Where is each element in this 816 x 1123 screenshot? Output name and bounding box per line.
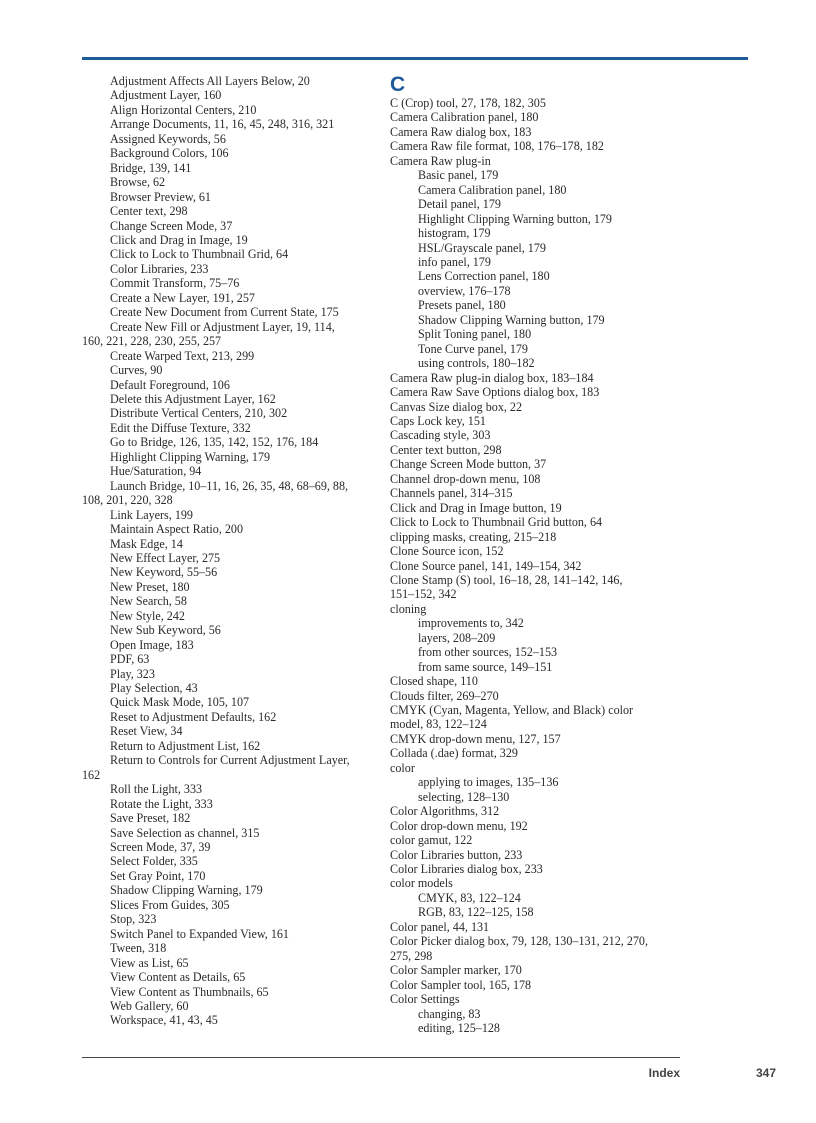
index-entry: Link Layers, 199 [110,507,193,522]
index-entry: Launch Bridge, 10–11, 16, 26, 35, 48, 68–69, 88, [110,478,349,493]
index-entry: color models [390,876,453,891]
index-entry: Center text, 298 [110,204,188,219]
index-entry: Delete this Adjustment Layer, 162 [110,391,276,406]
index-entry: Presets panel, 180 [418,298,506,313]
index-entry: Shadow Clipping Warning, 179 [110,883,263,898]
index-entry: New Effect Layer, 275 [110,550,221,565]
index-entry: histogram, 179 [418,226,491,241]
index-entry: Caps Lock key, 151 [390,413,486,428]
index-entry: editing, 125–128 [418,1021,500,1035]
index-entry: Click to Lock to Thumbnail Grid button, 64 [390,515,603,530]
index-entry: Shadow Clipping Warning button, 179 [418,312,605,327]
index-entry: Open Image, 183 [110,637,194,652]
index-entry: Camera Calibration panel, 180 [390,110,539,125]
index-entry: Play, 323 [110,666,155,681]
index-entry: using controls, 180–182 [418,356,535,371]
index-entry: Distribute Vertical Centers, 210, 302 [110,406,288,421]
index-entry: Screen Mode, 37, 39 [110,840,211,855]
index-entry: Arrange Documents, 11, 16, 45, 248, 316, 321 [110,117,335,132]
index-entry: Highlight Clipping Warning button, 179 [418,211,612,226]
index-entry: Canvas Size dialog box, 22 [390,399,523,414]
index-entry: New Style, 242 [110,608,185,623]
index-entry: 162 [82,767,101,782]
index-entry: Return to Controls for Current Adjustment Layer, [110,753,350,768]
index-entry: Closed shape, 110 [390,674,478,689]
index-entry: Hue/Saturation, 94 [110,464,202,479]
index-entry: Create a New Layer, 191, 257 [110,290,255,305]
index-entry: layers, 208–209 [418,630,496,645]
section-letter: C [390,73,406,96]
index-entry: Edit the Diffuse Texture, 332 [110,420,251,435]
index-entry: Mask Edge, 14 [110,536,183,551]
index-entry: Cascading style, 303 [390,428,491,443]
index-entry: Slices From Guides, 305 [110,897,230,912]
index-entry: from same source, 149–151 [418,659,553,674]
index-entry: Click to Lock to Thumbnail Grid, 64 [110,247,289,262]
index-entry: Camera Raw dialog box, 183 [390,124,532,139]
index-entry: Color Algorithms, 312 [390,804,500,819]
index-entry: Color Libraries button, 233 [390,847,523,862]
index-entry: Browse, 62 [110,175,166,190]
index-entry: View as List, 65 [110,955,189,970]
index-column-right [390,74,690,1035]
index-entry: Save Selection as channel, 315 [110,825,260,840]
footer-rule [82,1057,680,1058]
index-entry: Color Sampler marker, 170 [390,963,522,978]
index-entry: 151–152, 342 [390,587,457,602]
index-entry: New Keyword, 55–56 [110,565,218,580]
index-entry: Lens Correction panel, 180 [418,269,550,284]
footer-section-label: Index [648,1066,680,1080]
index-entry: Save Preset, 182 [110,811,191,826]
index-entry: Color Libraries dialog box, 233 [390,862,543,877]
header-rule [82,57,748,60]
index-entry: cloning [390,601,427,616]
index-entry: Change Screen Mode, 37 [110,218,233,233]
index-entry: Channel drop-down menu, 108 [390,471,541,486]
index-entry: Create New Document from Current State, 175 [110,305,339,320]
index-entry: Click and Drag in Image, 19 [110,232,248,247]
index-entry: C (Crop) tool, 27, 178, 182, 305 [390,96,546,110]
index-entry: Channels panel, 314–315 [390,486,513,501]
index-entry: New Search, 58 [110,594,187,609]
index-entry: Roll the Light, 333 [110,782,203,797]
index-entry: info panel, 179 [418,254,491,269]
index-entry: Click and Drag in Image button, 19 [390,500,562,515]
index-entry: Detail panel, 179 [418,197,501,212]
index-entry: 275, 298 [390,948,433,963]
index-entries-right [390,96,690,1035]
index-entry: 108, 201, 220, 328 [82,493,173,508]
index-entry: Color Picker dialog box, 79, 128, 130–131, 212, 270, [390,934,648,949]
index-entry: CMYK drop-down menu, 127, 157 [390,731,561,746]
index-entry: Camera Raw file format, 108, 176–178, 182 [390,139,604,154]
index-entry: Stop, 323 [110,912,157,927]
index-entry: Align Horizontal Centers, 210 [110,102,257,117]
index-entry: HSL/Grayscale panel, 179 [418,240,546,255]
index-entry: Camera Raw plug-in dialog box, 183–184 [390,370,594,385]
index-entry: Color drop-down menu, 192 [390,818,528,833]
index-entry: model, 83, 122–124 [390,717,487,732]
index-entry: Camera Calibration panel, 180 [418,182,567,197]
index-entry: Color Sampler tool, 165, 178 [390,977,532,992]
index-entry: color [390,760,415,775]
index-entry: Curves, 90 [110,363,163,378]
index-entry: Create New Fill or Adjustment Layer, 19, 114, [110,319,335,334]
index-entry: View Content as Thumbnails, 65 [110,984,269,999]
index-entry: Color Libraries, 233 [110,261,209,276]
index-entry: View Content as Details, 65 [110,970,246,985]
index-entry: CMYK (Cyan, Magenta, Yellow, and Black) color [390,703,634,718]
index-entry: Camera Raw Save Options dialog box, 183 [390,385,600,400]
index-entry: Camera Raw plug-in [390,153,491,168]
index-entry: Switch Panel to Expanded View, 161 [110,926,289,941]
index-entry: New Preset, 180 [110,579,190,594]
index-entry: Adjustment Layer, 160 [110,88,222,103]
index-entry: Select Folder, 335 [110,854,198,869]
index-entry: color gamut, 122 [390,833,473,848]
index-entry: New Sub Keyword, 56 [110,623,221,638]
index-entry: Workspace, 41, 43, 45 [110,1013,218,1028]
index-entry: Adjustment Affects All Layers Below, 20 [110,74,310,88]
index-entry: Center text button, 298 [390,442,502,457]
page-number: 347 [755,1066,776,1080]
index-entry: clipping masks, creating, 215–218 [390,529,557,544]
index-entry: Assigned Keywords, 56 [110,131,226,146]
index-entry: Tween, 318 [110,941,167,956]
index-entry: Web Gallery, 60 [110,999,189,1013]
index-entry: Play Selection, 43 [110,681,198,696]
index-entry: from other sources, 152–153 [418,645,558,660]
index-entry: selecting, 128–130 [418,789,510,804]
index-entry: Color panel, 44, 131 [390,919,490,934]
index-entry: Reset to Adjustment Defaults, 162 [110,709,277,724]
index-entry: Clone Source panel, 141, 149–154, 342 [390,558,582,573]
index-entry: Tone Curve panel, 179 [418,341,528,356]
index-entry: Browser Preview, 61 [110,189,211,204]
index-entry: Highlight Clipping Warning, 179 [110,449,271,464]
index-entry: improvements to, 342 [418,616,524,631]
index-entry: Reset View, 34 [110,724,183,739]
index-entry: RGB, 83, 122–125, 158 [418,905,534,920]
index-entry: Create Warped Text, 213, 299 [110,348,255,363]
index-entry: Basic panel, 179 [418,168,499,183]
index-entry: Default Foreground, 106 [110,377,230,392]
index-entry: applying to images, 135–136 [418,775,559,790]
index-entry: Set Gray Point, 170 [110,868,206,883]
index-entry: Collada (.dae) format, 329 [390,746,518,761]
index-entry: Clone Stamp (S) tool, 16–18, 28, 141–142, 146, [390,572,623,587]
index-column-left [82,74,374,1028]
index-entry: Go to Bridge, 126, 135, 142, 152, 176, 184 [110,435,319,450]
index-entry: Maintain Aspect Ratio, 200 [110,522,244,537]
index-entry: changing, 83 [418,1006,481,1021]
index-entry: Quick Mask Mode, 105, 107 [110,695,250,710]
index-entry: Background Colors, 106 [110,146,229,161]
index-entry: Commit Transform, 75–76 [110,276,240,291]
index-entry: CMYK, 83, 122–124 [418,890,521,905]
index-entry: Bridge, 139, 141 [110,160,192,175]
index-entry: Split Toning panel, 180 [418,327,532,342]
index-entry: overview, 176–178 [418,283,511,298]
index-entry: Color Settings [390,992,460,1007]
index-entry: PDF, 63 [110,652,150,667]
index-entry: Return to Adjustment List, 162 [110,738,261,753]
index-entry: Change Screen Mode button, 37 [390,457,547,472]
index-entry: Rotate the Light, 333 [110,796,213,811]
index-entry: 160, 221, 228, 230, 255, 257 [82,334,222,349]
index-entry: Clone Source icon, 152 [390,544,504,559]
index-entry: Clouds filter, 269–270 [390,688,499,703]
